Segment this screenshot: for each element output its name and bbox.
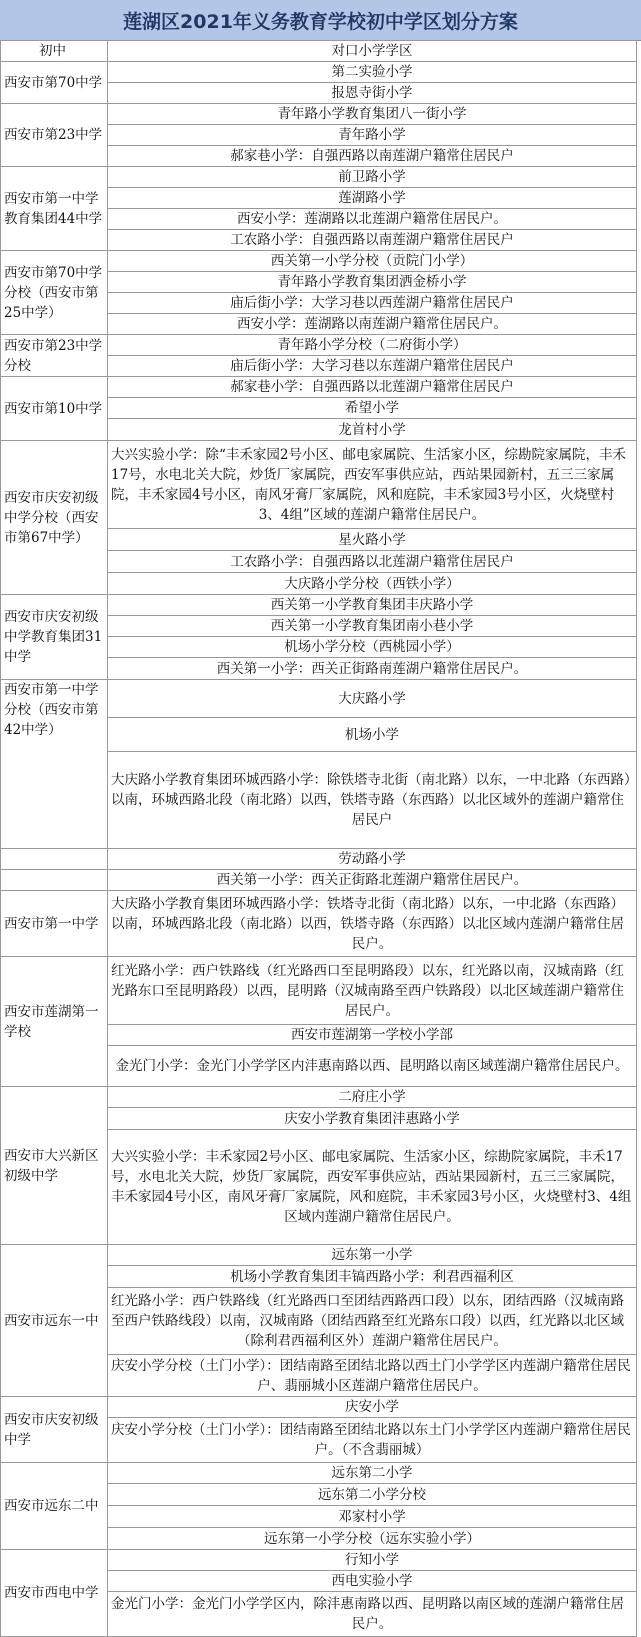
primary-school-cell: 远东第一小学分校（远东实验小学） <box>108 1528 637 1550</box>
middle-school-cell-empty <box>1 849 108 870</box>
middle-school-cell-empty <box>1 870 108 891</box>
table-row <box>1 377 637 398</box>
primary-school-cell: 西关第一小学：西关正街路南莲湖户籍常住居民户。 <box>108 658 637 680</box>
table-row <box>1 1245 637 1266</box>
page-title: 莲湖区2021年义务教育学校初中学区划分方案 <box>0 0 641 41</box>
primary-school-cell: 红光路小学：西户铁路线（红光路西口至团结西路西口段）以东，团结西路（汉城南路至西户铁路线段）以南，汉城南路（团结西路至红光路东口段）以西，红光路以北区域（除利君西福利区外）莲湖户籍常住居民户。 <box>108 1288 637 1355</box>
header-primary-schools: 对口小学学区 <box>108 41 637 62</box>
primary-school-cell: 大庆路小学教育集团环城西路小学：除铁塔寺北街（南北路）以东，一中北路（东西路）以南，环城西路北段（南北路）以西，铁塔寺路（东西路）以北区域外的莲湖户籍常住居民户 <box>108 752 637 849</box>
middle-school-cell: 西安市第一中学分校（西安市第42中学） <box>1 680 108 849</box>
table-row <box>1 680 637 718</box>
middle-school-cell: 西安市第10中学 <box>1 377 108 441</box>
middle-school-cell: 西安市第70中学分校（西安市第25中学） <box>1 251 108 335</box>
middle-school-cell: 西安市第23中学 <box>1 104 108 167</box>
primary-school-cell: 庆安小学分校（土门小学）：团结南路至团结北路以西土门小学学区内莲湖户籍常住居民户、翡丽城小区莲湖户籍常住居民户。 <box>108 1355 637 1397</box>
primary-school-cell: 青年路小学 <box>108 125 637 146</box>
table-row <box>1 1463 637 1484</box>
primary-school-cell: 西安小学：莲湖路以南莲湖户籍常住居民户。 <box>108 314 637 335</box>
primary-school-cell: 星火路小学 <box>108 529 637 551</box>
middle-school-cell: 西安市远东二中 <box>1 1463 108 1550</box>
primary-school-cell: 西关第一小学分校（贡院门小学） <box>108 251 637 272</box>
primary-school-cell: 郝家巷小学：自强西路以南莲湖户籍常住居民户 <box>108 146 637 167</box>
primary-school-cell: 龙首村小学 <box>108 419 637 441</box>
primary-school-cell: 庆安小学教育集团沣惠路小学 <box>108 1108 637 1130</box>
primary-school-cell: 西安小学：莲湖路以北莲湖户籍常住居民户。 <box>108 209 637 230</box>
table-row <box>1 1550 637 1571</box>
primary-school-cell: 希望小学 <box>108 398 637 419</box>
table-row <box>1 1397 637 1418</box>
primary-school-cell: 西关第一小学教育集团南小巷小学 <box>108 616 637 637</box>
primary-school-cell: 西关第一小学：西关正街路北莲湖户籍常住居民户。 <box>108 870 637 891</box>
table-row <box>1 595 637 616</box>
primary-school-cell: 大庆路小学分校（西铁小学） <box>108 573 637 595</box>
header-middle-school: 初中 <box>1 41 108 62</box>
middle-school-cell: 西安市第23中学分校 <box>1 335 108 377</box>
primary-school-cell: 行知小学 <box>108 1550 637 1571</box>
primary-school-cell: 远东第一小学 <box>108 1245 637 1266</box>
primary-school-cell: 大兴实验小学：丰禾家园2号小区、邮电家属院、生活家小区，综勘院家属院，丰禾17号，水电北关大院，炒货厂家属院，西安军事供应站，西站果园新村，五三三家属院，丰禾家园4号小区，南风牙膏厂家属院，风和庭院，丰禾家园3号小区，火烧壁村3、4组区域内莲湖户籍常住居民户。 <box>108 1130 637 1245</box>
primary-school-cell: 庙后街小学：大学习巷以西莲湖户籍常住居民户 <box>108 293 637 314</box>
school-district-table <box>0 40 637 1637</box>
table-row <box>1 849 637 870</box>
primary-school-cell: 莲湖路小学 <box>108 188 637 209</box>
primary-school-cell: 西安市莲湖第一学校小学部 <box>108 1025 637 1046</box>
primary-school-cell: 西电实验小学 <box>108 1571 637 1592</box>
table-row <box>1 441 637 529</box>
primary-school-cell: 远东第二小学 <box>108 1463 637 1484</box>
table-header-row <box>1 41 637 62</box>
middle-school-cell: 西安市第一中学 <box>1 891 108 957</box>
table-row <box>1 167 637 188</box>
primary-school-cell: 机场小学 <box>108 718 637 752</box>
table-row <box>1 891 637 957</box>
middle-school-cell: 西安市第一中学教育集团44中学 <box>1 167 108 251</box>
primary-school-cell: 劳动路小学 <box>108 849 637 870</box>
primary-school-cell: 郝家巷小学：自强西路以北莲湖户籍常住居民户 <box>108 377 637 398</box>
primary-school-cell: 青年路小学教育集团洒金桥小学 <box>108 272 637 293</box>
middle-school-cell: 西安市远东一中 <box>1 1245 108 1397</box>
primary-school-cell: 二府庄小学 <box>108 1087 637 1108</box>
primary-school-cell: 庆安小学 <box>108 1397 637 1418</box>
middle-school-cell: 西安市大兴新区初级中学 <box>1 1087 108 1245</box>
primary-school-cell: 大庆路小学教育集团环城西路小学：铁塔寺北街（南北路）以东，一中北路（东西路）以南，环城西路北段（南北路）以西，铁塔寺路（东西路）以北区域内莲湖户籍常住居民户。 <box>108 891 637 957</box>
table-row <box>1 1087 637 1108</box>
middle-school-cell: 西安市莲湖第一学校 <box>1 957 108 1087</box>
table-row <box>1 335 637 356</box>
primary-school-cell: 报恩寺街小学 <box>108 83 637 104</box>
primary-school-cell: 工农路小学：自强西路以南莲湖户籍常住居民户 <box>108 230 637 251</box>
primary-school-cell: 大兴实验小学：除“丰禾家园2号小区、邮电家属院、生活家小区，综勘院家属院，丰禾17号，水电北关大院，炒货厂家属院，西安军事供应站，西站果园新村，五三三家属院，丰禾家园4号小区，南风牙膏厂家属院，风和庭院，丰禾家园3号小区，火烧壁村3、4组”区域的莲湖户籍常住居民户。 <box>108 441 637 529</box>
primary-school-cell: 大庆路小学 <box>108 680 637 718</box>
primary-school-cell: 青年路小学分校（二府街小学） <box>108 335 637 356</box>
primary-school-cell: 青年路小学教育集团八一街小学 <box>108 104 637 125</box>
table-row <box>1 251 637 272</box>
table-row <box>1 62 637 83</box>
primary-school-cell: 机场小学教育集团丰镐西路小学：利君西福利区 <box>108 1266 637 1288</box>
primary-school-cell: 前卫路小学 <box>108 167 637 188</box>
primary-school-cell: 第二实验小学 <box>108 62 637 83</box>
table-row <box>1 104 637 125</box>
primary-school-cell: 工农路小学：自强西路以北莲湖户籍常住居民户 <box>108 551 637 573</box>
middle-school-cell: 西安市庆安初级中学 <box>1 1397 108 1463</box>
middle-school-cell: 西安市西电中学 <box>1 1550 108 1637</box>
primary-school-cell: 金光门小学：金光门小学学区内，除沣惠南路以西、昆明路以南区域的莲湖户籍常住居民户。 <box>108 1592 637 1637</box>
primary-school-cell: 远东第二小学分校 <box>108 1484 637 1506</box>
middle-school-cell: 西安市第70中学 <box>1 62 108 104</box>
primary-school-cell: 庙后街小学：大学习巷以东莲湖户籍常住居民户 <box>108 356 637 377</box>
primary-school-cell: 机场小学分校（西桃园小学） <box>108 637 637 658</box>
primary-school-cell: 邓家村小学 <box>108 1506 637 1528</box>
primary-school-cell: 红光路小学：西户铁路线（红光路西口至昆明路段）以东，红光路以南，汉城南路（红光路东口至昆明路段）以西，昆明路（汉城南路至西户铁路段）以北区域莲湖户籍常住居民户。 <box>108 957 637 1025</box>
middle-school-cell: 西安市庆安初级中学分校（西安市第67中学） <box>1 441 108 595</box>
primary-school-cell: 西关第一小学教育集团丰庆路小学 <box>108 595 637 616</box>
table-row <box>1 870 637 891</box>
table-row <box>1 957 637 1025</box>
primary-school-cell: 金光门小学：金光门小学学区内沣惠南路以西、昆明路以南区域莲湖户籍常住居民户。 <box>108 1046 637 1087</box>
primary-school-cell: 庆安小学分校（土门小学）：团结南路至团结北路以东土门小学学区内莲湖户籍常住居民户。（不含翡丽城） <box>108 1418 637 1463</box>
middle-school-cell: 西安市庆安初级中学教育集团31中学 <box>1 595 108 680</box>
